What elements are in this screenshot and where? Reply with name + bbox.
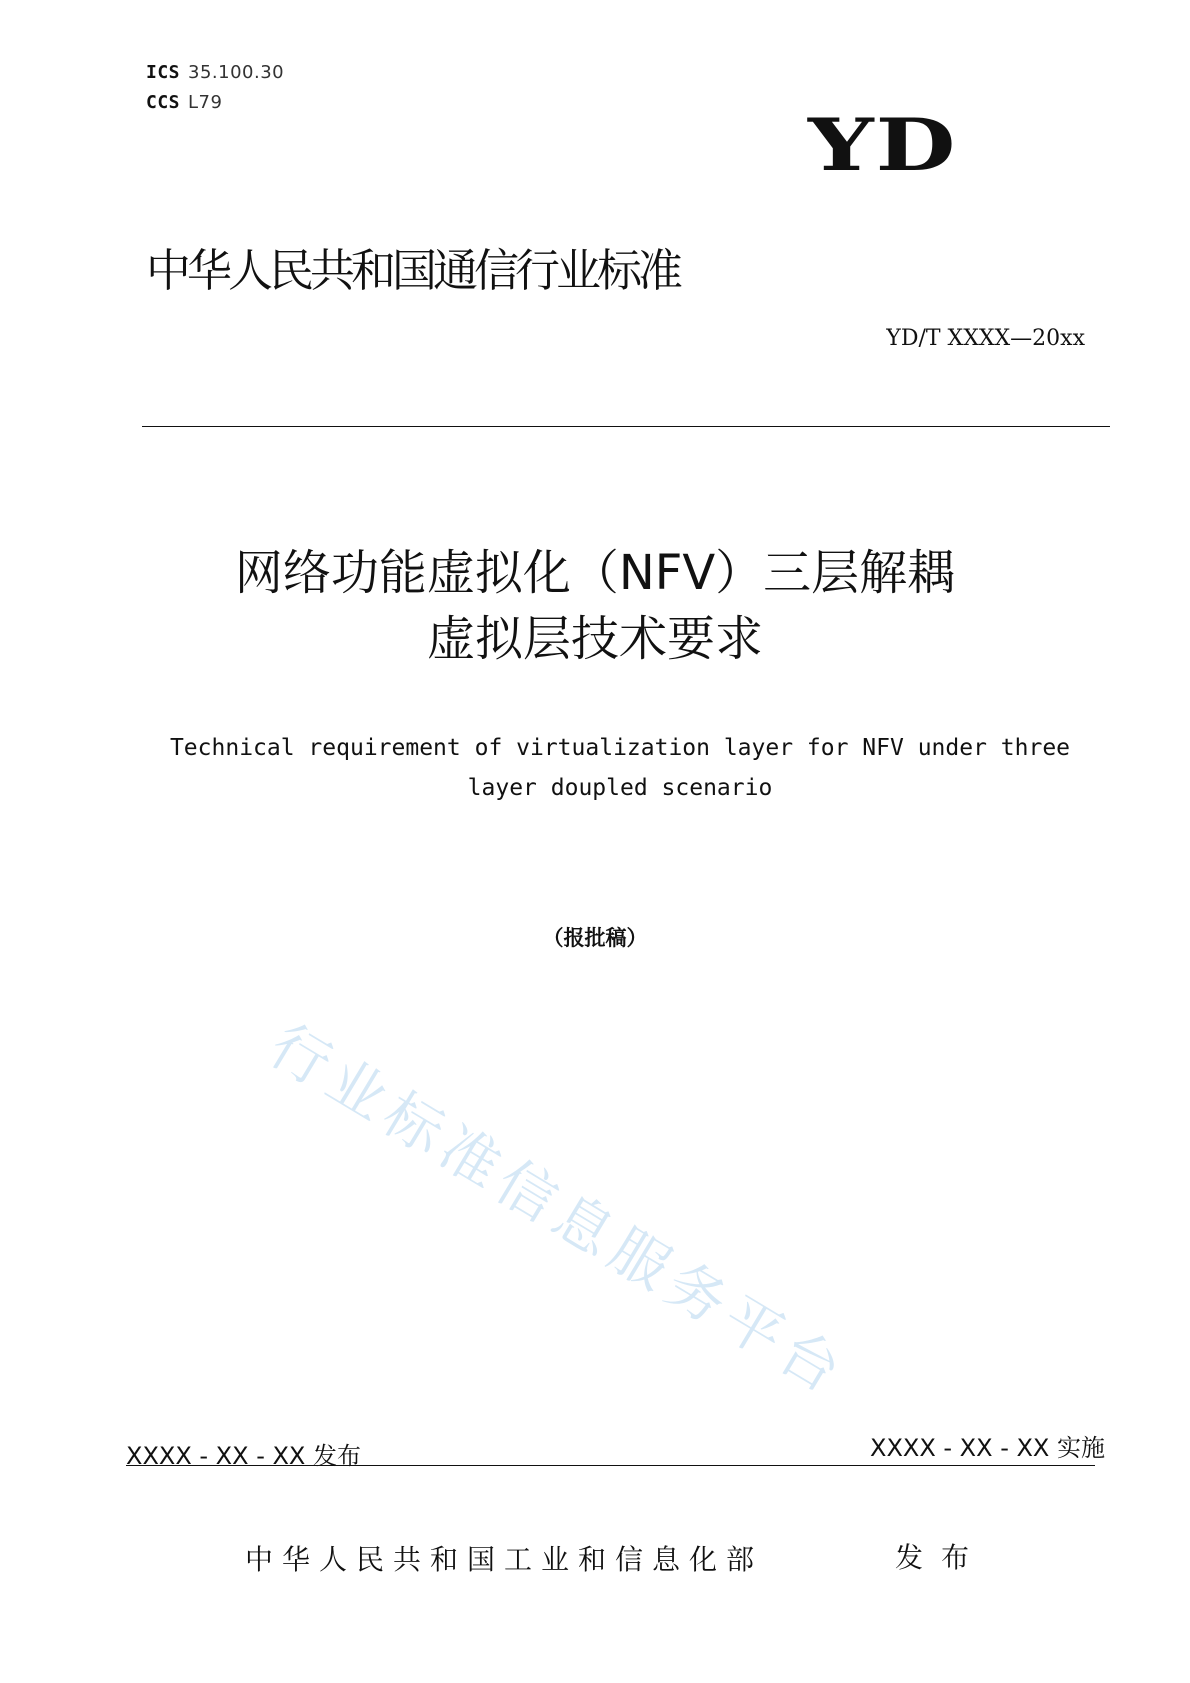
standard-category-title: 中华人民共和国通信行业标准 bbox=[146, 244, 680, 297]
header-divider bbox=[142, 426, 1110, 427]
document-title-zh bbox=[0, 540, 1190, 672]
implement-date: XXXX - XX - XX 实施 bbox=[870, 1434, 1105, 1462]
document-title-en bbox=[150, 728, 1090, 808]
issue-action: 发布 bbox=[895, 1541, 988, 1574]
document-title-en-line1: Technical requirement of virtualization layer for NFV under three bbox=[169, 735, 1071, 761]
watermark-text: 行业标准信息服务平台 bbox=[258, 1011, 860, 1410]
ccs-value: L79 bbox=[188, 92, 223, 113]
footer-divider bbox=[126, 1465, 1095, 1466]
document-title-en-line2: layer doupled scenario bbox=[467, 775, 773, 801]
ics-value: 35.100.30 bbox=[188, 62, 285, 83]
publish-date: XXXX - XX - XX 发布 bbox=[126, 1442, 361, 1470]
ics-classification bbox=[146, 62, 284, 83]
ccs-label: CCS bbox=[146, 92, 181, 113]
standard-number: YD/T XXXX—20xx bbox=[886, 326, 1085, 351]
yd-logo: YD bbox=[808, 102, 958, 188]
document-title-zh-line2: 虚拟层技术要求 bbox=[426, 611, 763, 667]
ics-label: ICS bbox=[146, 62, 181, 83]
issuing-authority: 中华人民共和国工业和信息化部 bbox=[245, 1543, 764, 1576]
draft-status: （报批稿） bbox=[542, 926, 648, 950]
document-title-zh-line1: 网络功能虚拟化（NFV）三层解耦 bbox=[234, 545, 956, 601]
ccs-classification bbox=[146, 92, 222, 113]
